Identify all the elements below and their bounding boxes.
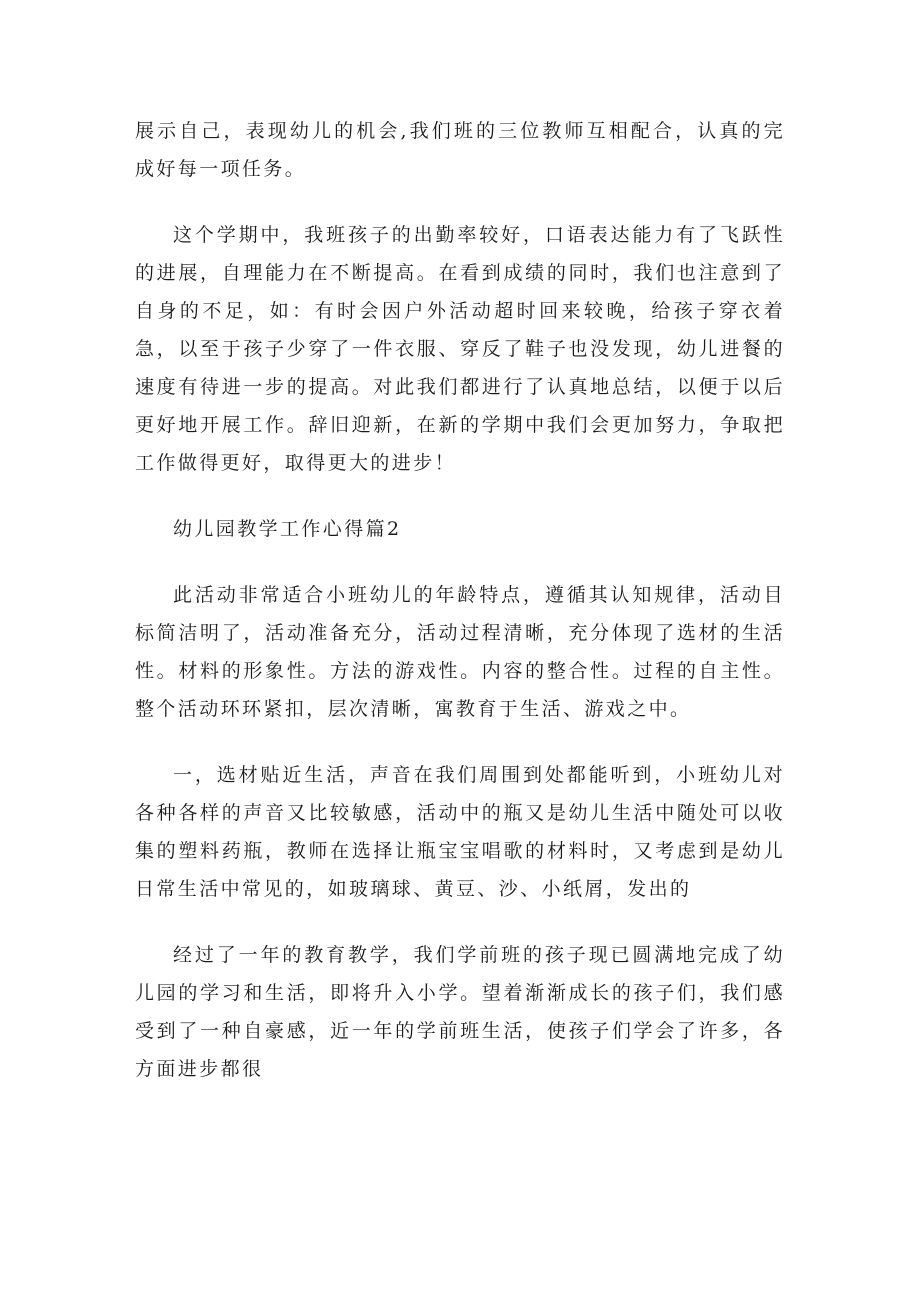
paragraph-activity-review: 此活动非常适合小班幼儿的年龄特点，遵循其认知规律，活动目标简洁明了，活动准备充分，活动过程清晰，充分体现了选材的生活性。材料的形象性。方法的游戏性。内容的整合性。过程的自主性。整个活动环环紧扣，层次清晰，寓教育于生活、游戏之中。 [135, 584, 785, 720]
document-body [135, 112, 785, 1116]
paragraph-semester-summary: 这个学期中，我班孩子的出勤率较好，口语表达能力有了飞跃性的进展，自理能力在不断提高。在看到成绩的同时，我们也注意到了自身的不足，如：有时会因户外活动超时回来较晚，给孩子穿衣着急，以至于孩子少穿了一件衣服、穿反了鞋子也没发现，幼儿进餐的速度有待进一步的提高。对此我们都进行了认真地总结，以便于以后更好地开展工作。辞旧迎新，在新的学期中我们会更加努力，争取把工作做得更好，取得更大的进步！ [135, 224, 785, 474]
paragraph-material-selection: 一，选材贴近生活，声音在我们周围到处都能听到，小班幼儿对各种各样的声音又比较敏感，活动中的瓶又是幼儿生活中随处可以收集的塑料药瓶，教师在选择让瓶宝宝唱歌的材料时，又考虑到是幼儿日常生活中常见的，如玻璃球、黄豆、沙、小纸屑，发出的 [135, 764, 785, 900]
section-heading: 幼儿园教学工作心得篇2 [173, 518, 402, 540]
paragraph-year-review: 经过了一年的教育教学，我们学前班的孩子现已圆满地完成了幼儿园的学习和生活，即将升入小学。望着渐渐成长的孩子们，我们感受到了一种自豪感，近一年的学前班生活，使孩子们学会了许多，各方面进步都很 [135, 944, 785, 1080]
paragraph-continuation: 展示自己，表现幼儿的机会,我们班的三位教师互相配合，认真的完成好每一项任务。 [135, 120, 785, 180]
